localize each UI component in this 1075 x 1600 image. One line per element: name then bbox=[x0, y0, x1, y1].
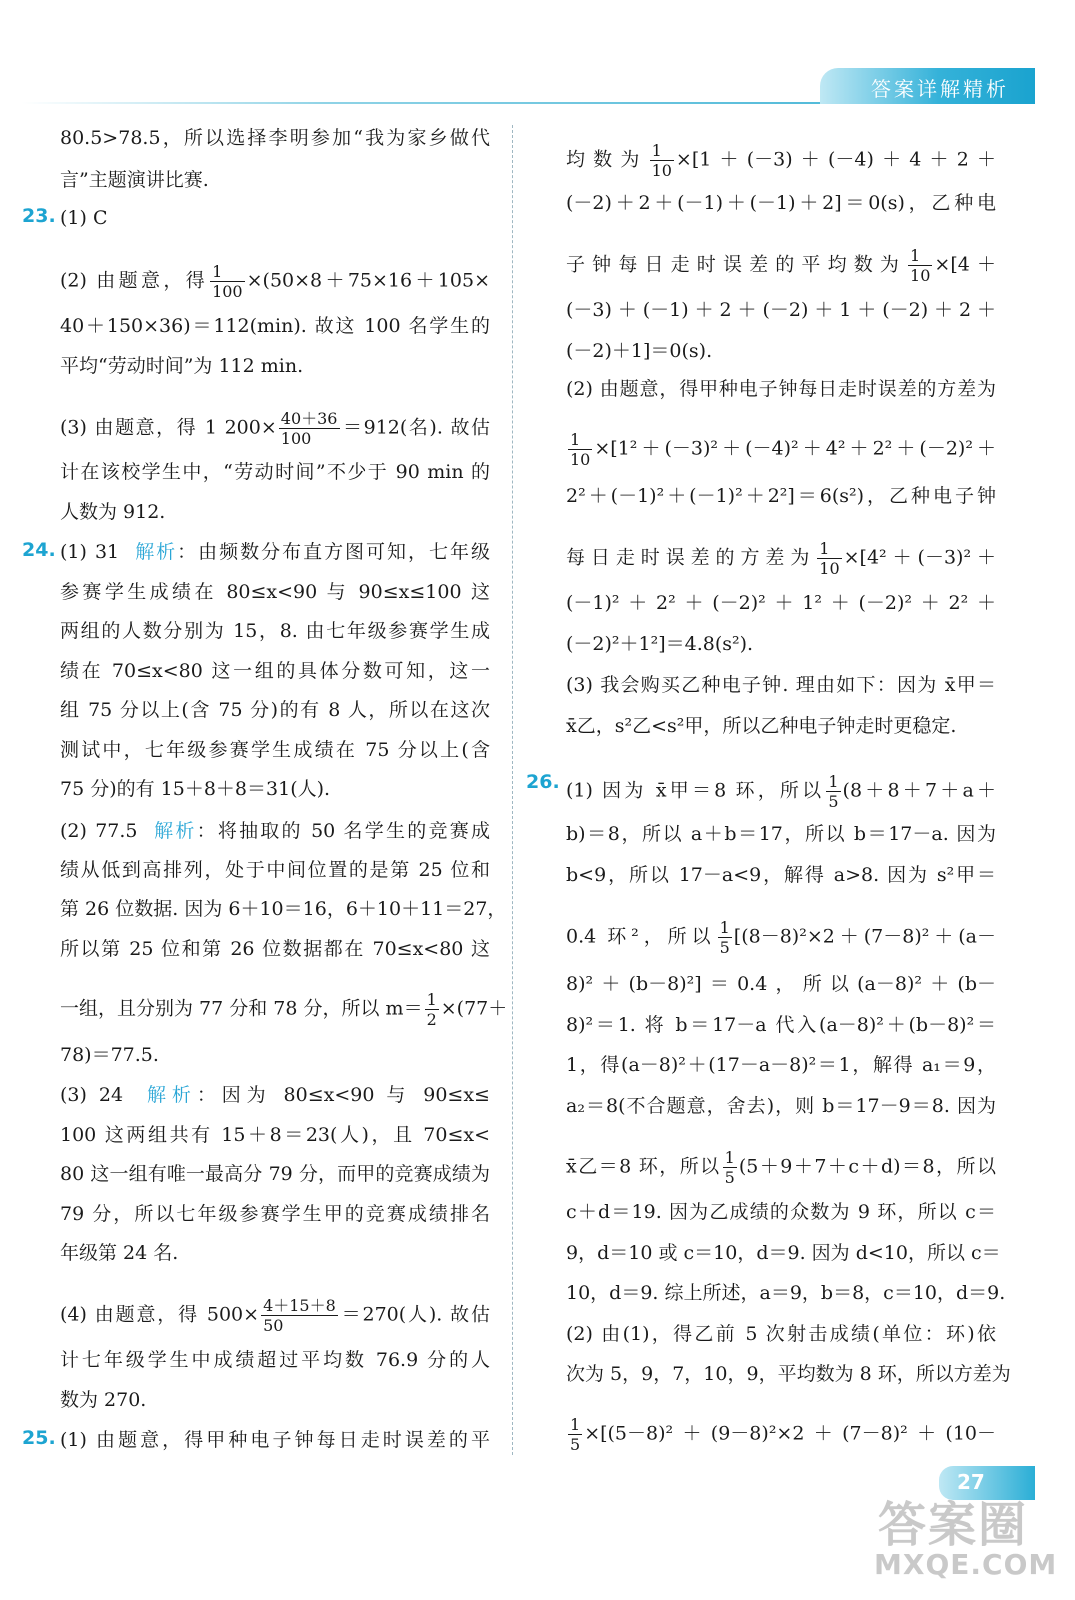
q25-cont-line9 bbox=[566, 539, 996, 578]
frac-den: 10 bbox=[570, 450, 591, 469]
text: ：由频数分布直方图可知，七年级 bbox=[177, 541, 490, 563]
question-number-26: 26. bbox=[526, 771, 560, 793]
q24-p2-line: 绩从低到高排列，处于中间位置的是第 25 位和 bbox=[60, 859, 490, 881]
analysis-label: 解析 bbox=[146, 1084, 197, 1106]
text: ×[(5－8)²＋(9－8)²×2＋(7－8)²＋(10－ bbox=[584, 1422, 996, 1445]
q23-part3-line1 bbox=[60, 409, 490, 448]
q25-cont-line: 2²＋(－1)²＋(－1)²＋2²]＝6(s²)，乙种电子钟 bbox=[566, 485, 996, 507]
q26-line: b<9，所以 17－a<9，解得 a>8. 因为 s²甲＝ bbox=[566, 864, 996, 886]
q24-p4-line2: 计七年级学生中成绩超过平均数 76.9 分的人 bbox=[60, 1349, 490, 1371]
fraction bbox=[279, 409, 340, 448]
q25-cont-line: x̄乙，s²乙<s²甲，所以乙种电子钟走时更稳定. bbox=[566, 715, 957, 737]
q26-line: c＋d＝19. 因为乙成绩的众数为 9 环，所以 c＝ bbox=[566, 1201, 996, 1223]
analysis-label: 解析 bbox=[154, 820, 197, 842]
frac-num: 1 bbox=[719, 918, 730, 937]
q25-cont-line: (－2)²＋1²]＝4.8(s²). bbox=[566, 633, 754, 655]
fraction bbox=[210, 262, 245, 301]
fraction bbox=[908, 246, 932, 285]
page-number: 27 bbox=[957, 1470, 985, 1494]
q25-cont-line3 bbox=[566, 246, 996, 285]
frac-num: 1 bbox=[426, 990, 437, 1009]
frac-den: 5 bbox=[828, 792, 839, 811]
frac-num: 1 bbox=[817, 539, 841, 559]
text: ＝270(人). 故估 bbox=[339, 1303, 491, 1326]
q24-p1-line1 bbox=[60, 540, 490, 564]
q24-p1-line: 绩在 70≤x<80 这一组的具体分数可知，这一 bbox=[60, 660, 490, 682]
q25-cont-line: (－2)＋1]＝0(s). bbox=[566, 340, 713, 362]
q26-line: b)＝8，所以 a＋b＝17，所以 b＝17－a. 因为 bbox=[566, 823, 996, 845]
q26-line: 8)²＋(b－8)²]＝0.4，所以(a－8)²＋(b－ bbox=[566, 973, 996, 995]
q26-line: (2) 由(1)，得乙前 5 次射击成绩(单位：环)依 bbox=[566, 1323, 996, 1345]
text: ×(77＋ bbox=[440, 997, 508, 1020]
q26-line: 1，得(a－8)²＋(17－a－8)²＝1，解得 a₁＝9， bbox=[566, 1054, 996, 1076]
frac-num: 1 bbox=[908, 246, 932, 266]
q22-tail-line: 言”主题演讲比赛. bbox=[60, 169, 209, 191]
q26-line9 bbox=[566, 1148, 996, 1187]
frac-den: 5 bbox=[719, 938, 730, 957]
q26-line: 9，d＝10 或 c＝10，d＝9. 因为 d<10，所以 c＝ bbox=[566, 1242, 1001, 1264]
q25-cont-line7 bbox=[566, 430, 996, 469]
q23-part2-line2: 40＋150×36)＝112(min). 故这 100 名学生的 bbox=[60, 315, 490, 337]
q25-cont-line: (2) 由题意，得甲种电子钟每日走时误差的方差为 bbox=[566, 378, 996, 400]
q26-line: 10，d＝9. 综上所述，a＝9，b＝8，c＝10，d＝9. bbox=[566, 1282, 1006, 1304]
text: 子钟每日走时误差的平均数为 bbox=[566, 253, 907, 276]
q25-cont-line: (－3)＋(－1)＋2＋(－2)＋1＋(－2)＋2＋ bbox=[566, 299, 996, 321]
text: ×[4＋ bbox=[934, 253, 996, 276]
frac-num: 1 bbox=[568, 430, 592, 450]
column-divider bbox=[512, 125, 513, 1455]
watermark bbox=[870, 1478, 1060, 1588]
text: (3) 由题意，得 1 200× bbox=[60, 416, 277, 439]
question-number-25: 25. bbox=[22, 1427, 56, 1449]
q23-part3-line2: 计在该校学生中，“劳动时间”不少于 90 min 的 bbox=[60, 461, 490, 483]
question-number-24: 24. bbox=[22, 539, 56, 561]
q24-p1-line: 测试中，七年级参赛学生成绩在 75 分以上(含 bbox=[60, 739, 490, 761]
text: (1) 因为 x̄甲＝8 环，所以 bbox=[566, 779, 825, 802]
watermark-url: MXQE.COM bbox=[874, 1548, 1058, 1581]
text: (5＋9＋7＋c＋d)＝8，所以 bbox=[738, 1155, 997, 1178]
fraction bbox=[723, 1148, 737, 1187]
text: ×(50×8＋75×16＋105× bbox=[246, 269, 490, 292]
q26-line4 bbox=[566, 918, 996, 957]
q24-p2-line6: 78)＝77.5. bbox=[60, 1044, 159, 1066]
text: x̄乙＝8 环，所以 bbox=[566, 1155, 721, 1178]
frac-den: 5 bbox=[724, 1168, 735, 1187]
frac-den: 50 bbox=[263, 1316, 284, 1335]
q26-line15 bbox=[566, 1415, 996, 1454]
frac-num: 1 bbox=[828, 772, 839, 791]
q24-p2-line: 所以第 25 位和第 26 位数据都在 70≤x<80 这 bbox=[60, 938, 490, 960]
q25-cont-line: (－2)＋2＋(－1)＋(－1)＋2]＝0(s)，乙种电 bbox=[566, 192, 996, 214]
section-header-tab bbox=[820, 68, 1035, 104]
analysis-label: 解析 bbox=[135, 541, 178, 563]
q24-p2-line1 bbox=[60, 819, 490, 843]
q24-p4-line3: 数为 270. bbox=[60, 1389, 147, 1411]
text: 均数为 bbox=[566, 148, 648, 171]
fraction bbox=[261, 1296, 338, 1335]
q23-part3-line3: 人数为 912. bbox=[60, 501, 166, 523]
q26-line: 8)²＝1. 将 b＝17－a 代入(a－8)²＋(b－8)²＝ bbox=[566, 1014, 996, 1036]
answer: (1) 31 bbox=[60, 541, 120, 563]
text: 每日走时误差的方差为 bbox=[566, 546, 816, 569]
section-title: 答案详解精析 bbox=[871, 77, 1009, 101]
q24-p3-line: 79 分，所以七年级参赛学生甲的竞赛成绩排名 bbox=[60, 1203, 490, 1225]
fraction bbox=[425, 990, 439, 1029]
q24-p1-line: 参赛学生成绩在 80≤x<90 与 90≤x≤100 这 bbox=[60, 581, 490, 603]
q24-p3-line: 年级第 24 名. bbox=[60, 1242, 179, 1264]
q26-line: a₂＝8(不合题意，舍去)，则 b＝17－9＝8. 因为 bbox=[566, 1095, 996, 1117]
text: ：因为 80≤x<90 与 90≤x≤ bbox=[196, 1084, 490, 1106]
frac-den: 2 bbox=[426, 1010, 437, 1029]
text: ×[1＋(－3)＋(－4)＋4＋2＋ bbox=[675, 148, 996, 171]
text: (8＋8＋7＋a＋ bbox=[842, 779, 996, 802]
text: 0.4 环²，所以 bbox=[566, 925, 716, 948]
fraction bbox=[650, 141, 674, 180]
frac-num: 1 bbox=[570, 1415, 581, 1434]
frac-den: 5 bbox=[570, 1435, 581, 1454]
answer: (3) 24 bbox=[60, 1084, 124, 1106]
text: 一组，且分别为 77 分和 78 分，所以 m＝ bbox=[60, 997, 423, 1020]
frac-num: 1 bbox=[650, 141, 674, 161]
q24-p1-line: 75 分)的有 15＋8＋8＝31(人). bbox=[60, 778, 331, 800]
text: (4) 由题意，得 500× bbox=[60, 1303, 260, 1326]
text: ×[4²＋(－3)²＋ bbox=[843, 546, 996, 569]
q24-p3-line: 80 这一组有唯一最高分 79 分，而甲的竞赛成绩为 bbox=[60, 1163, 490, 1185]
q24-p3-line1 bbox=[60, 1083, 490, 1107]
q24-p2-line: 第 26 位数据. 因为 6＋10＝16，6＋10＋11＝27， bbox=[60, 898, 507, 920]
frac-num: 40＋36 bbox=[280, 409, 338, 428]
frac-den: 10 bbox=[910, 266, 931, 285]
frac-den: 10 bbox=[651, 161, 672, 180]
frac-den: 10 bbox=[819, 559, 840, 578]
text: ＝912(名). 故估 bbox=[341, 416, 491, 439]
frac-den: 100 bbox=[280, 429, 312, 448]
answer: (2) 77.5 bbox=[60, 820, 138, 842]
text: ：将抽取的 50 名学生的竞赛成 bbox=[196, 820, 490, 842]
q24-p1-line: 两组的人数分别为 15，8. 由七年级参赛学生成 bbox=[60, 620, 490, 642]
fraction bbox=[718, 918, 732, 957]
fraction bbox=[568, 430, 592, 469]
q23-part1: (1) C bbox=[60, 207, 108, 229]
text: (2) 由题意，得 bbox=[60, 269, 209, 292]
fraction bbox=[826, 772, 840, 811]
q26-line1 bbox=[566, 772, 996, 811]
q24-p1-line: 组 75 分以上(含 75 分)的有 8 人，所以在这次 bbox=[60, 699, 490, 721]
q26-line: 次为 5，9，7，10，9，平均数为 8 环，所以方差为 bbox=[566, 1363, 1011, 1385]
fraction bbox=[817, 539, 841, 578]
text: ×[1²＋(－3)²＋(－4)²＋4²＋2²＋(－2)²＋ bbox=[594, 437, 996, 460]
q24-p2-line5 bbox=[60, 990, 508, 1029]
text: [(8－8)²×2＋(7－8)²＋(a－ bbox=[733, 925, 996, 948]
q25-cont-line: (3) 我会购买乙种电子钟. 理由如下：因为 x̄甲＝ bbox=[566, 674, 996, 696]
q24-p3-line: 100 这两组共有 15＋8＝23(人)，且 70≤x< bbox=[60, 1124, 490, 1146]
frac-den: 100 bbox=[212, 282, 243, 301]
q23-part2-line1 bbox=[60, 262, 490, 301]
q25-cont-line1 bbox=[566, 141, 996, 180]
fraction bbox=[568, 1415, 582, 1454]
q22-tail-line: 80.5>78.5，所以选择李明参加“我为家乡做代 bbox=[60, 127, 490, 149]
q24-p4-line1 bbox=[60, 1296, 490, 1335]
q25-line1: (1) 由题意，得甲种电子钟每日走时误差的平 bbox=[60, 1429, 490, 1451]
frac-num: 1 bbox=[210, 262, 245, 282]
watermark-logo-text: 答案圈 bbox=[878, 1497, 1029, 1553]
frac-num: 4＋15＋8 bbox=[263, 1296, 336, 1315]
q23-part2-line3: 平均“劳动时间”为 112 min. bbox=[60, 355, 304, 377]
frac-num: 1 bbox=[724, 1148, 735, 1167]
question-number-23: 23. bbox=[22, 205, 56, 227]
q25-cont-line: (－1)²＋2²＋(－2)²＋1²＋(－2)²＋2²＋ bbox=[566, 592, 996, 614]
